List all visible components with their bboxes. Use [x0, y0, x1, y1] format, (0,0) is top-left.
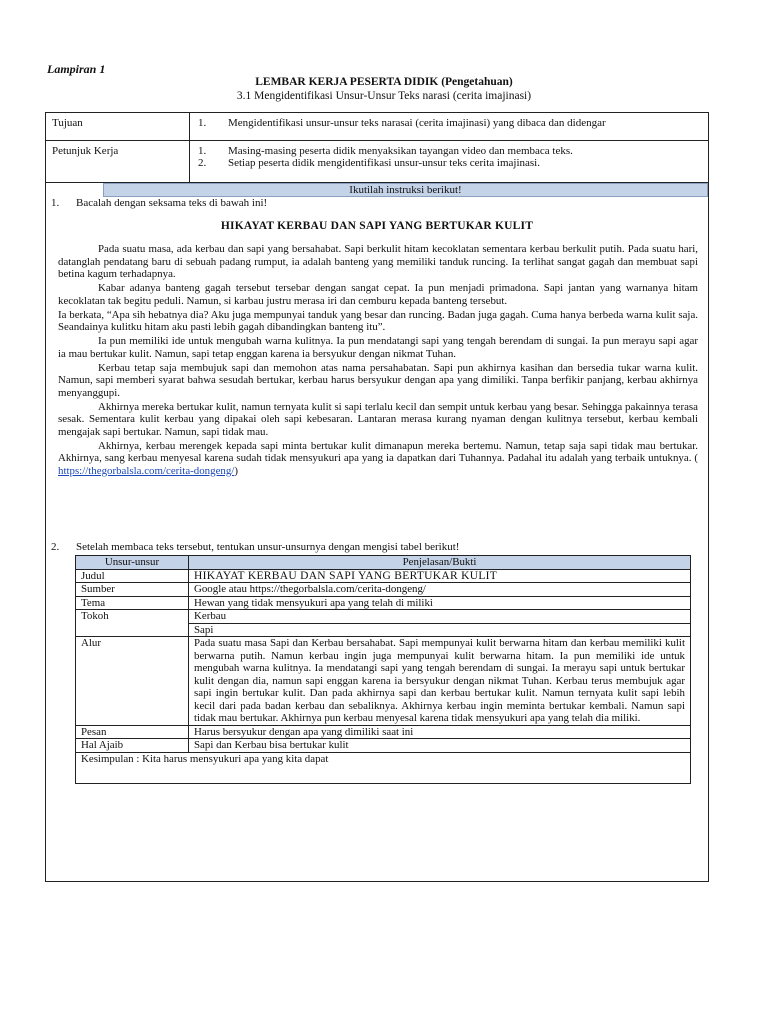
item-text: Setiap peserta didik mengidentifikasi unsur-unsur teks cerita imajinasi. [228, 157, 540, 169]
item-number: 1. [198, 145, 207, 157]
item-number: 2. [198, 157, 207, 169]
row-value: Hewan yang tidak mensyukuri apa yang telah di miliki [189, 596, 691, 610]
row-label: Judul [76, 569, 189, 583]
row-label: Tokoh [76, 610, 189, 637]
story-paragraph: Ia pun memiliki ide untuk mengubah warna kulitnya. Ia pun mendatangi sapi yang tengah berendam di sungai. Ia pun merayu sapi agar ia mau bertukar kulit. Namun, sapi tetap enggan karena ia bersyukur dengan nikmat Tuhan. [58, 335, 698, 360]
column-header: Penjelasan/Bukti [189, 556, 691, 570]
story-paragraph: Kerbau tetap saja membujuk sapi dan memohon atas nama persahabatan. Sapi pun akhirnya kasihan dan bersedia tukar warna kulit. Namun, sapi memberi syarat bahwa sesudah bertukar, kerbau harus bersyukur dengan apa yang dimiliki. Tanpa berfikir panjang, kerbau akhirnya menyanggupi. [58, 361, 698, 399]
source-link[interactable]: https://thegorbalsla.com/cerita-dongeng/ [58, 464, 235, 477]
row-label: Alur [76, 637, 189, 726]
row-label: Tema [76, 596, 189, 610]
story-paragraph: Pada suatu masa, ada kerbau dan sapi yang bersahabat. Sapi berkulit hitam kecoklatan sementara kerbau berkulit putih. Pada suatu hari, datanglah pendatang baru di sebuah padang rumput, ia adalah banteng yang memiliki tanduk runcing. Ia terlihat sangat gagah dan membuat sapi betina kagum terhadapnya. [58, 243, 698, 280]
table-row [76, 752, 691, 783]
table-row [76, 596, 691, 610]
worksheet-title: LEMBAR KERJA PESERTA DIDIK (Pengetahuan) [255, 76, 513, 88]
story-paragraph: Ia berkata, “Apa sih hebatnya dia? Aku juga mempunyai tanduk yang besar dan runcing. Badan juga gagah. Cuma hanya berbeda warna kulit saja. Seandainya kulitku hitam aku pasti lebih gagah dibandingkan banteng itu”. [58, 308, 698, 333]
kesimpulan-cell: Kesimpulan : Kita harus mensyukuri apa yang kita dapat [76, 752, 691, 783]
item-text: Masing-masing peserta didik menyaksikan tayangan video dan membaca teks. [228, 145, 573, 157]
story-paragraph: Kabar adanya banteng gagah tersebut tersebar dengan sangat cepat. Ia pun menjadi primadona. Sapi jantan yang warnanya hitam kecoklatan tak begitu peduli. Namun, si karbau justru merasa iri dan cemburu kepada banteng tersebut. [58, 282, 698, 307]
instruction-2 [51, 541, 459, 553]
unsur-table [75, 555, 691, 784]
table-row [76, 637, 691, 726]
petunjuk-items [198, 145, 703, 169]
table-header-row [76, 556, 691, 570]
row-value: Pada suatu masa Sapi dan Kerbau bersahabat. Sapi mempunyai kulit berwarna hitam dan kerbau memiliki kulit berwarna putih. Namun kerbau ingin juga mempunyai kulit berwarna hitam. Ia pun memiliki ide untuk mengubah warna kulitnya. Ia mendatangi sapi yang tengah berendam di sungai. Ia merayu sapi untuk bertukar kulit dengan dia, namun sapi enggan karena ia bersyukur dengan nikmat Tuhan. Kerbau terus membujuk agar sapi ingin bertukar kulit. Dan pada akhirnya sapi dan kerbau bertukar kulit. Namun ternyata kulit sapi lebih kecil dari pada badan kerbau dan sebaliknya. Akhirnya kerbau ingin meminta bertukar kembali. Namun sapi tidak mau bertukar. Akhirnya pun kerbau menyesal karena tidak mensyukuri apa yang telah dia miliki. [189, 637, 691, 726]
table-row [76, 739, 691, 753]
story-paragraph-text: Akhirnya, kerbau merengek kepada sapi minta bertukar kulit dimanapun mereka bertemu. Namun, tetap saja sapi tidak mau bertukar. Akhirnya, sang kerbau menyesal karena sudah tidak mensyukuri apa yang ia dapatkan dari Tuhannya. Padahal itu adalah yang terbaik untuknya. ( [58, 439, 698, 464]
story-paragraph: Akhirnya mereka bertukar kulit, namun ternyata kulit si sapi terlalu kecil dan sempit untuk kerbau yang besar. Sehingga pakainnya terasa sesak. Sementara kulit kerbau yang dipakai oleh sapi kebesaran. Lantaran merasa kurang nyaman dengan kulitnya tersebut, kerbau kembali mengajak sapi bertukar. Namun, sapi tidak mau. [58, 400, 698, 438]
petunjuk-label: Petunjuk Kerja [52, 145, 119, 157]
list-item [198, 117, 703, 129]
row-value: Sapi dan Kerbau bisa bertukar kulit [189, 739, 691, 753]
tujuan-label: Tujuan [52, 117, 83, 129]
instruction-banner: Ikutilah instruksi berikut! [103, 183, 708, 197]
list-item [198, 145, 703, 157]
row-label: Sumber [76, 583, 189, 597]
row-value: Harus bersyukur dengan apa yang dimiliki saat ini [189, 725, 691, 739]
row-value: Kerbau [189, 610, 691, 624]
item-number: 1. [51, 197, 60, 209]
story-paragraph-last [58, 440, 698, 478]
item-text: Mengidentifikasi unsur-unsur teks narasai (cerita imajinasi) yang dibaca dan didengar [228, 117, 606, 129]
table-row [76, 725, 691, 739]
story-title: HIKAYAT KERBAU DAN SAPI YANG BERTUKAR KULIT [220, 220, 534, 232]
table-row [76, 610, 691, 624]
tujuan-items [198, 117, 703, 129]
instruction-text: Bacalah dengan seksama teks di bawah ini! [76, 197, 268, 209]
row-value: HIKAYAT KERBAU DAN SAPI YANG BERTUKAR KULIT [189, 569, 691, 583]
row-value: Sapi [189, 623, 691, 637]
instruction-1 [51, 197, 267, 209]
table-row [76, 569, 691, 583]
worksheet-subtitle: 3.1 Mengidentifikasi Unsur-Unsur Teks narasi (cerita imajinasi) [236, 90, 532, 102]
table-row [76, 583, 691, 597]
row-value: Google atau https://thegorbalsla.com/cerita-dongeng/ [189, 583, 691, 597]
lampiran-label: Lampiran 1 [47, 62, 106, 76]
instruction-text: Setelah membaca teks tersebut, tentukan unsur-unsurnya dengan mengisi tabel berikut! [76, 541, 460, 553]
item-number: 1. [198, 117, 207, 129]
worksheet-frame [45, 112, 709, 882]
petunjuk-row [46, 141, 708, 183]
row-label: Pesan [76, 725, 189, 739]
list-item [198, 157, 703, 169]
row-label: Hal Ajaib [76, 739, 189, 753]
item-number: 2. [51, 541, 60, 553]
column-header: Unsur-unsur [76, 556, 189, 570]
link-close: ) [234, 464, 238, 477]
tujuan-row [46, 113, 708, 141]
story-text [58, 243, 698, 479]
